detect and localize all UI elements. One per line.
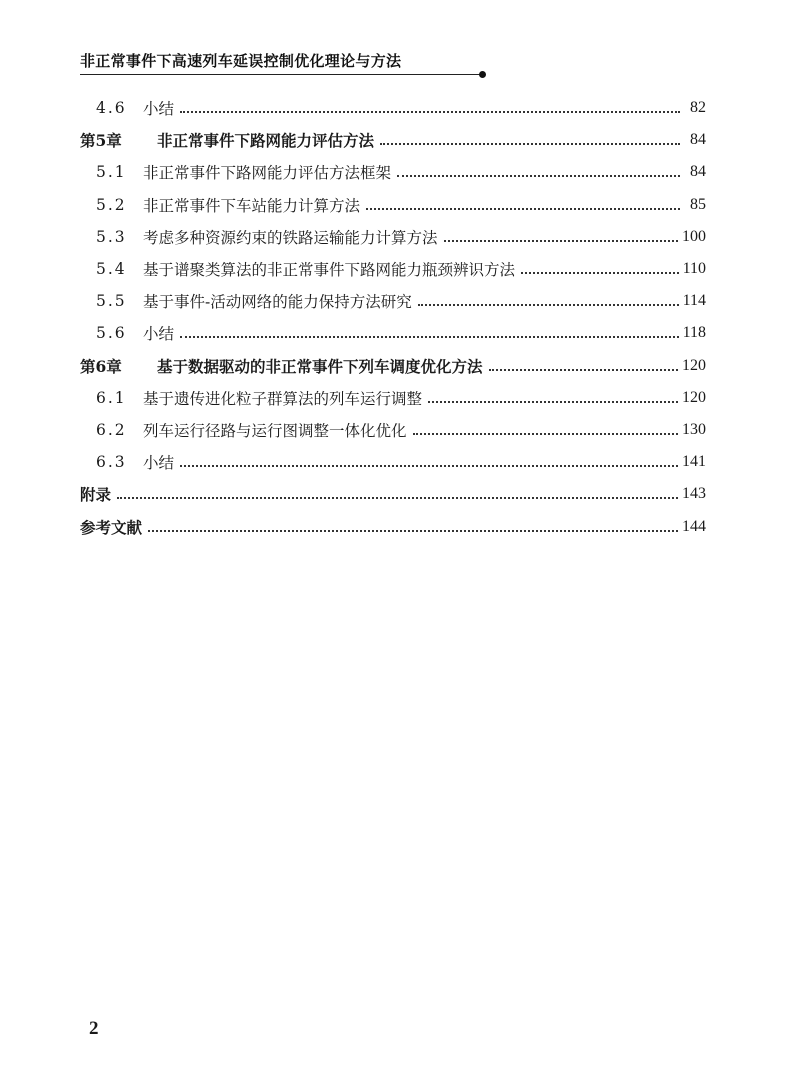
toc-entry-title: 列车运行径路与运行图调整一体化优化 (143, 421, 407, 440)
toc-entry-title: 小结 (143, 325, 175, 344)
toc-entry (80, 253, 706, 285)
toc-entry-number: 5.4 (96, 260, 127, 279)
toc-entry (80, 317, 706, 349)
toc-references-entry (80, 510, 706, 542)
dot-leader (444, 240, 678, 242)
toc-entry-title: 小结 (143, 100, 175, 119)
toc-entry-title: 基于遗传进化粒子群算法的列车运行调整 (143, 389, 423, 408)
toc-chapter-entry (80, 350, 706, 382)
toc-entry (80, 156, 706, 188)
toc-entry-page: 143 (682, 485, 706, 503)
toc-entry-title: 非正常事件下路网能力评估方法框架 (143, 164, 392, 183)
toc-entry-page: 141 (682, 453, 706, 471)
toc-entry-page: 85 (690, 195, 706, 213)
running-header-title: 非正常事件下高速列车延误控制优化理论与方法 (80, 52, 402, 70)
page-number: 2 (89, 1018, 99, 1039)
toc-appendix-entry (80, 478, 706, 510)
toc-entry-page: 118 (682, 324, 706, 342)
dot-leader (180, 336, 679, 338)
toc-entry-number: 4.6 (96, 99, 127, 118)
toc-entry (80, 189, 706, 221)
toc-chapter-title: 基于数据驱动的非正常事件下列车调度优化方法 (157, 356, 483, 376)
toc-entry-page: 144 (682, 517, 706, 535)
table-of-contents (80, 92, 706, 543)
toc-entry-title: 非正常事件下车站能力计算方法 (143, 196, 361, 215)
toc-references-title: 参考文献 (80, 517, 143, 537)
toc-entry-number: 5.2 (96, 195, 127, 214)
toc-entry-page: 82 (690, 99, 706, 117)
dot-leader (428, 401, 678, 403)
toc-entry-number: 5.1 (96, 163, 127, 182)
dot-leader (380, 143, 680, 145)
toc-entry-page: 114 (682, 292, 706, 310)
toc-entry-number: 6.2 (96, 420, 127, 439)
dot-leader (413, 433, 678, 435)
toc-entry-page: 120 (682, 356, 706, 374)
header-rule (80, 74, 482, 75)
toc-entry-number: 6.3 (96, 453, 127, 472)
toc-entry-page: 100 (682, 227, 706, 245)
toc-entry-number: 5.3 (96, 227, 127, 246)
toc-entry-title: 小结 (143, 454, 175, 473)
toc-entry-number: 5.6 (96, 324, 127, 343)
dot-leader (180, 465, 678, 467)
dot-leader (117, 497, 678, 499)
toc-entry (80, 382, 706, 414)
toc-entry-page: 110 (682, 260, 706, 278)
toc-chapter-title: 非正常事件下路网能力评估方法 (157, 131, 375, 151)
dot-leader (418, 304, 679, 306)
toc-entry-number: 6.1 (96, 388, 127, 407)
dot-leader (397, 175, 680, 177)
dot-leader (148, 530, 678, 532)
toc-chapter-number: 第6章 (80, 356, 122, 376)
toc-entry-page: 120 (682, 388, 706, 406)
toc-entry (80, 414, 706, 446)
dot-leader (366, 208, 680, 210)
toc-entry-page: 84 (690, 163, 706, 181)
toc-chapter-number: 第5章 (80, 131, 122, 151)
toc-entry-number: 5.5 (96, 292, 127, 311)
toc-entry-title: 基于事件-活动网络的能力保持方法研究 (143, 293, 412, 312)
toc-entry-page: 130 (682, 420, 706, 438)
toc-entry-title: 考虑多种资源约束的铁路运输能力计算方法 (143, 228, 438, 247)
header-rule-dot (479, 71, 486, 78)
toc-chapter-entry (80, 124, 706, 156)
dot-leader (489, 369, 678, 371)
toc-entry-page: 84 (690, 131, 706, 149)
dot-leader (180, 111, 680, 113)
toc-entry (80, 285, 706, 317)
toc-entry-title: 基于谱聚类算法的非正常事件下路网能力瓶颈辨识方法 (143, 261, 516, 280)
toc-entry (80, 221, 706, 253)
toc-entry (80, 446, 706, 478)
toc-entry (80, 92, 706, 124)
toc-appendix-title: 附录 (80, 485, 112, 505)
dot-leader (521, 272, 679, 274)
